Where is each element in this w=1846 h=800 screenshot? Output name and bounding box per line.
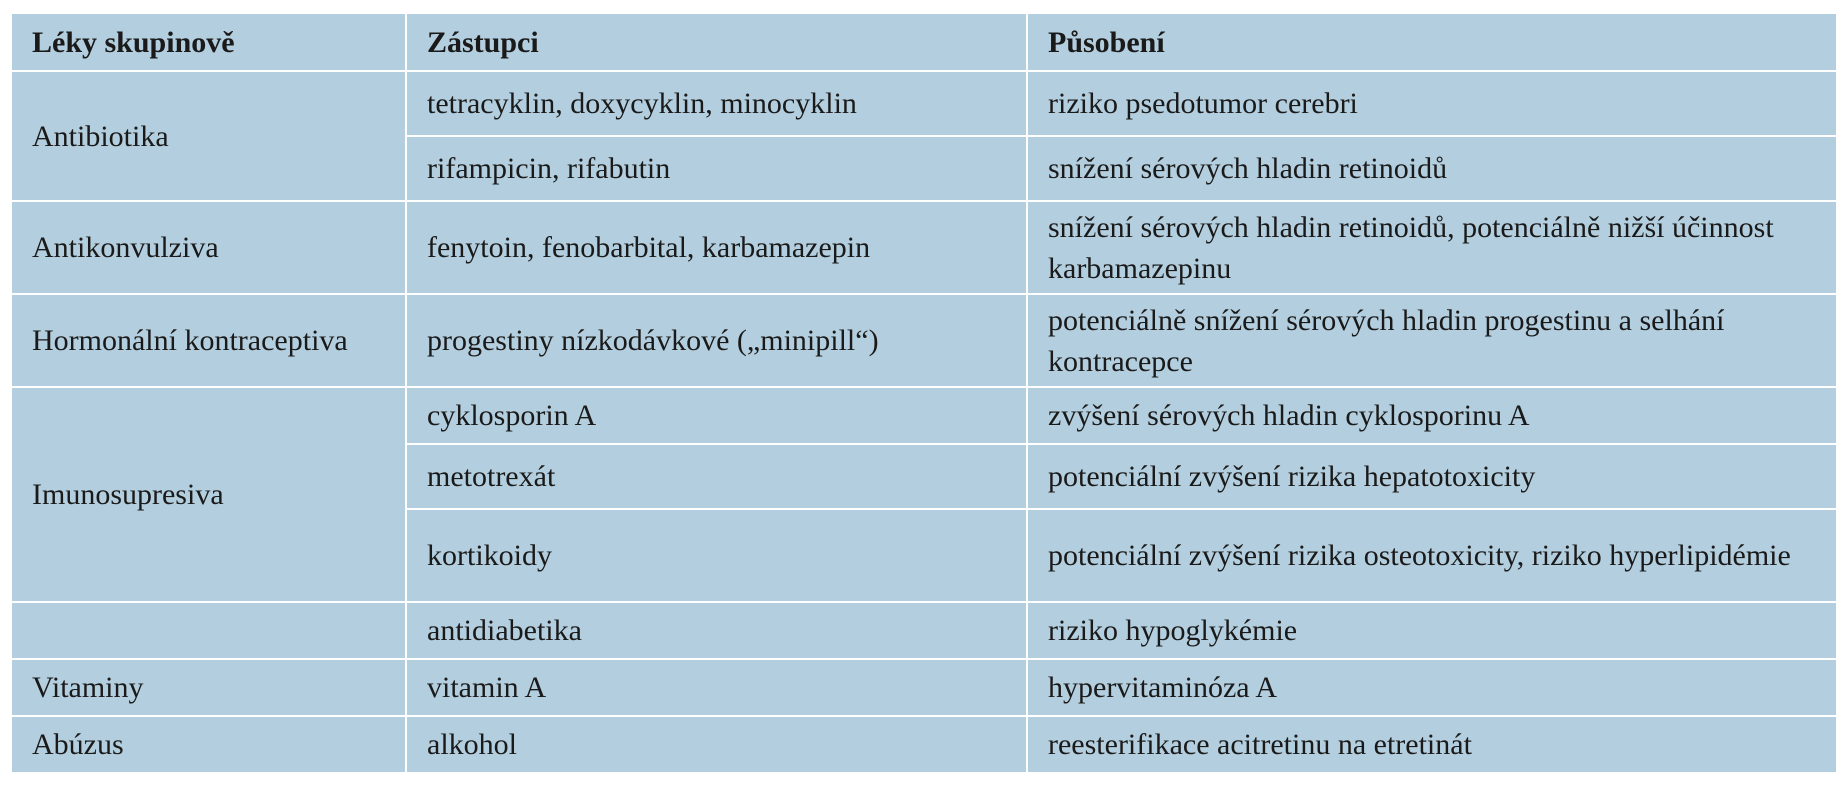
agent-cell: vitamin A bbox=[406, 659, 1027, 716]
agent-cell: rifampicin, rifabutin bbox=[406, 136, 1027, 201]
agent-cell: metotrexát bbox=[406, 444, 1027, 509]
group-cell-vitaminy: Vitaminy bbox=[11, 659, 406, 716]
group-cell-empty bbox=[11, 602, 406, 659]
effect-cell: snížení sérových hladin retinoidů bbox=[1027, 136, 1837, 201]
header-drug-group: Léky skupinově bbox=[11, 13, 406, 71]
group-cell-hormonalni-kontraceptiva: Hormonální kontraceptiva bbox=[11, 294, 406, 387]
effect-cell: zvýšení sérových hladin cyklosporinu A bbox=[1027, 387, 1837, 444]
effect-cell: hypervitaminóza A bbox=[1027, 659, 1837, 716]
agent-cell: alkohol bbox=[406, 716, 1027, 773]
drug-interaction-table bbox=[10, 12, 1838, 774]
effect-cell: potenciální zvýšení rizika osteotoxicity, riziko hyperlipidémie bbox=[1027, 509, 1837, 602]
group-cell-abuzus: Abúzus bbox=[11, 716, 406, 773]
table-row bbox=[11, 602, 1837, 659]
group-cell-antibiotika: Antibiotika bbox=[11, 71, 406, 201]
agent-cell: tetracyklin, doxycyklin, minocyklin bbox=[406, 71, 1027, 136]
effect-cell: potenciálně snížení sérových hladin progestinu a selhání kontracepce bbox=[1027, 294, 1837, 387]
agent-cell: cyklosporin A bbox=[406, 387, 1027, 444]
drug-interaction-table-container bbox=[10, 12, 1836, 774]
header-effect: Působení bbox=[1027, 13, 1837, 71]
table-row bbox=[11, 71, 1837, 136]
table-header-row bbox=[11, 13, 1837, 71]
effect-cell: reesterifikace acitretinu na etretinát bbox=[1027, 716, 1837, 773]
agent-cell: antidiabetika bbox=[406, 602, 1027, 659]
table-row bbox=[11, 294, 1837, 387]
agent-cell: fenytoin, fenobarbital, karbamazepin bbox=[406, 201, 1027, 294]
effect-cell: snížení sérových hladin retinoidů, potenciálně nižší účinnost karbamazepinu bbox=[1027, 201, 1837, 294]
header-representatives: Zástupci bbox=[406, 13, 1027, 71]
table-row bbox=[11, 716, 1837, 773]
table-row bbox=[11, 387, 1837, 444]
agent-cell: kortikoidy bbox=[406, 509, 1027, 602]
table-row bbox=[11, 201, 1837, 294]
group-cell-antikonvulziva: Antikonvulziva bbox=[11, 201, 406, 294]
agent-cell: progestiny nízkodávkové („minipill“) bbox=[406, 294, 1027, 387]
effect-cell: potenciální zvýšení rizika hepatotoxicity bbox=[1027, 444, 1837, 509]
group-cell-imunosupresiva: Imunosupresiva bbox=[11, 387, 406, 602]
effect-cell: riziko psedotumor cerebri bbox=[1027, 71, 1837, 136]
effect-cell: riziko hypoglykémie bbox=[1027, 602, 1837, 659]
table-row bbox=[11, 659, 1837, 716]
